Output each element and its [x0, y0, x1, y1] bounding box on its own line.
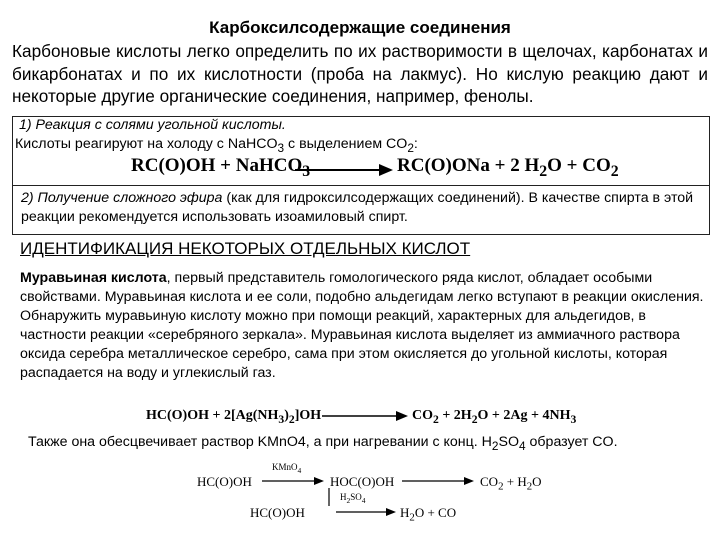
carbonate-reaction-right	[397, 155, 619, 181]
section1-text-after: с выделением CO	[284, 136, 408, 152]
also-b-sub: 4	[519, 438, 526, 453]
formic-text: , первый представитель гомологического ряда кислот, обладает особыми свойствами. Муравьиная кислота и ее соли, подобно альдегидам легко вступают в реакции окисления. Обнаружить муравьиную кислоту можно при помощи реакций, характерных для альдегидов, в частности реакции «серебряного зеркала». Муравьиная кислота выделяет из аммиачного раствора оксида серебра металлическое серебро, сама при этом окисляется до угольной кислоты, которая распадается на воду и углекислый газ.	[20, 270, 704, 381]
silver-reaction-left	[146, 408, 321, 426]
reaction-left: RC(O)OH + NaHCO	[131, 155, 303, 176]
h2so4-arrow	[336, 507, 396, 517]
h2so4-reagent-sub: 2	[346, 495, 351, 505]
kmno4-right-co: CO	[480, 474, 499, 489]
section2-heading: 2) Получение сложного эфира	[21, 190, 223, 206]
silver-left: HC(O)OH + 2[Ag(NH	[146, 408, 279, 423]
section1-sub2: 2	[407, 140, 414, 155]
h2so4-right-sub: 2	[409, 511, 415, 524]
kmno4-left: HC(O)OH	[197, 474, 252, 489]
kmno4-middle: HOC(O)OH	[330, 474, 395, 489]
silver-left-close: ]OH	[294, 408, 322, 423]
intro-paragraph: Карбоновые кислоты легко определить по их растворимости в щелочах, карбонатах и бикарбонатах и по их кислотности (проба на лакмус). Но кислую реакцию дают и некоторые другие органические соединения, например, фенолы.	[12, 41, 708, 106]
silver-right-mid2: O + 2Ag + 4NH	[477, 408, 571, 423]
section2-text	[21, 189, 703, 227]
also-c: образует CO.	[525, 434, 618, 450]
h2so4-right-h: H	[400, 505, 410, 520]
section1-heading: 1) Реакция с солями угольной кислоты.	[19, 117, 286, 133]
silver-left-sub: 3	[278, 412, 285, 426]
kmno4-reagent	[272, 462, 301, 475]
silver-right-sub2: 2	[471, 412, 478, 426]
section2-body: (как для гидроксилсодержащих соединений). В качестве спирта в этой реакции рекомендуется использовать изоамиловый спирт.	[21, 190, 694, 225]
h2so4-right	[400, 505, 456, 524]
silver-reaction-right	[412, 408, 576, 426]
ester-section	[12, 185, 710, 235]
branch-connector	[326, 488, 332, 506]
also-a-sub: 2	[491, 438, 499, 453]
h2so4-left: HC(O)OH	[250, 505, 305, 520]
silver-right: CO	[412, 408, 433, 423]
kmno4-right	[480, 474, 542, 493]
h2so4-reagent-mid: SO	[350, 492, 362, 502]
carbonate-section	[12, 116, 710, 186]
h2so4-reagent	[340, 492, 366, 505]
h2so4-reagent-h: H	[340, 492, 347, 502]
reaction-arrow	[295, 163, 393, 177]
section1-text-before: Кислоты реагируют на холоду с NaHCO	[15, 136, 278, 152]
h2so4-reagent-sub2: 4	[361, 495, 366, 505]
section1-text-end: :	[413, 136, 418, 152]
silver-reaction-arrow	[322, 410, 408, 422]
kmno4-right-sub2: 2	[526, 480, 533, 493]
silver-right-sub3: 3	[570, 412, 577, 426]
formic-bold: Муравьиная кислота	[20, 270, 167, 286]
reaction-left-sub: 3	[302, 162, 311, 180]
reaction-right: RC(O)ONa + 2 H	[397, 155, 540, 176]
carbonate-reaction-left	[131, 155, 310, 181]
section1-sub: 3	[277, 140, 285, 155]
silver-right-sub: 2	[433, 412, 439, 426]
kmno4-sentence	[28, 434, 618, 453]
kmno4-reagent-sub: 4	[297, 465, 302, 475]
reaction-right-mid: O + CO	[547, 155, 611, 176]
page-title: Карбоксилсодержащие соединения	[209, 18, 511, 37]
kmno4-right-end: + H	[503, 474, 527, 489]
reaction-right-sub: 2	[539, 162, 548, 180]
formic-acid-paragraph	[20, 269, 710, 383]
kmno4-right-sub: 2	[498, 480, 504, 493]
h2so4-right-end: O + CO	[414, 505, 457, 520]
kmno4-arrow	[262, 476, 324, 486]
silver-right-mid: + 2H	[438, 408, 472, 423]
reaction-right-sub2: 2	[610, 162, 619, 180]
also-a: Также она обесцвечивает раствор KMnO4, а при нагревании с конц. H	[28, 434, 492, 450]
also-b: SO	[498, 434, 519, 450]
silver-left-end: )	[284, 408, 289, 423]
kmno4-reagent-text: KMnO	[272, 462, 298, 472]
silver-left-sub2: 2	[288, 412, 295, 426]
decomposition-arrow	[402, 476, 474, 486]
identification-heading: ИДЕНТИФИКАЦИЯ НЕКОТОРЫХ ОТДЕЛЬНЫХ КИСЛОТ	[20, 239, 471, 258]
kmno4-right-o: O	[532, 474, 542, 489]
